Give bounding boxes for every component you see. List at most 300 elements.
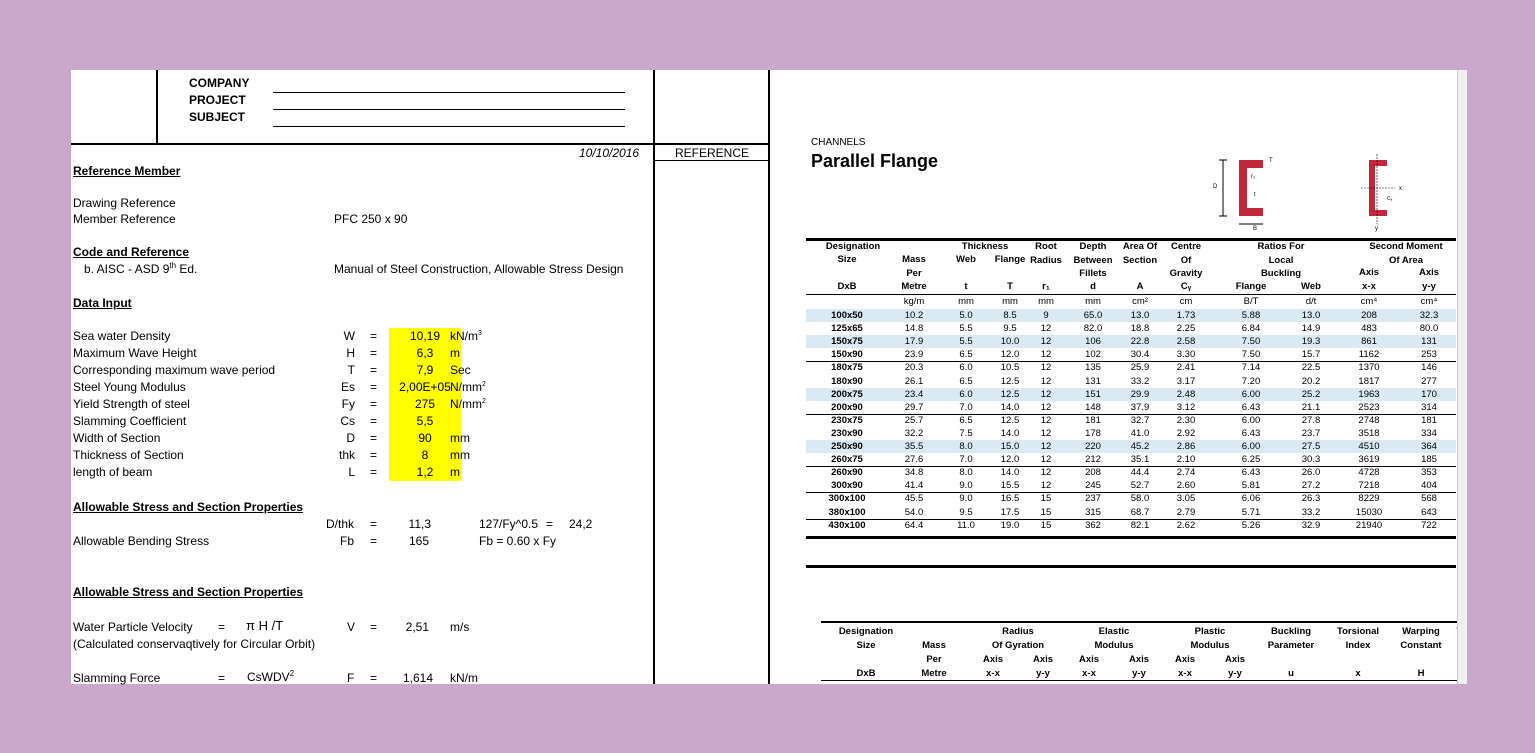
table2-header: Torsional <box>1336 626 1380 637</box>
table-cell: 230x90 <box>831 427 863 439</box>
company-label: COMPANY <box>189 76 250 90</box>
unit-label: mm <box>1085 296 1101 307</box>
table-cell: 300x100 <box>828 493 866 505</box>
subject-field[interactable] <box>273 126 625 127</box>
member-reference-value: PFC 250 x 90 <box>334 212 408 226</box>
project-label: PROJECT <box>189 93 246 107</box>
table-cell: 2748 <box>1358 414 1380 426</box>
calculation-sheet <box>71 70 1466 684</box>
column-header: Axis y-y <box>1418 267 1440 292</box>
table-cell: 2.25 <box>1176 323 1196 335</box>
table-cell: 8.5 <box>1003 310 1017 321</box>
table-cell: 102 <box>1085 349 1101 361</box>
table-cell: 3.05 <box>1176 493 1196 505</box>
input-label: Slamming Coefficient <box>73 414 187 428</box>
input-value[interactable]: 10,19 <box>409 329 441 343</box>
table-cell: 37.9 <box>1130 401 1150 413</box>
table-cell: 2.92 <box>1176 427 1196 439</box>
table-row <box>806 453 1456 466</box>
table-cell: 1.73 <box>1176 310 1196 321</box>
table-cell: 314 <box>1421 401 1437 413</box>
input-eq: = <box>370 363 378 377</box>
date: 10/10/2016 <box>579 146 640 160</box>
allowable-stress-title-2: Allowable Stress and Section Properties <box>73 585 304 599</box>
table2-header: Index <box>1345 640 1371 651</box>
column-header: T <box>1007 281 1013 292</box>
fb-formula: Fb = 0.60 x Fy <box>479 534 557 548</box>
column-header: Web <box>1301 281 1321 292</box>
unit-label: cm⁴ <box>1360 296 1378 307</box>
table-cell: 6.25 <box>1241 454 1261 466</box>
table2-header: Axis <box>1224 654 1246 665</box>
table-cell: 80.0 <box>1419 323 1439 335</box>
table-cell: 6.0 <box>959 388 973 400</box>
table-cell: 12 <box>1040 480 1052 492</box>
force-unit: kN/m <box>450 671 478 685</box>
table2-header: Axis <box>1078 654 1100 665</box>
header-divider <box>156 70 158 144</box>
dim-b-label: B <box>1253 226 1258 232</box>
table2-top-rule <box>821 621 1461 623</box>
input-value[interactable]: 7,9 <box>416 363 434 377</box>
axis-cy-label: Cᵧ <box>1387 196 1393 202</box>
dthk-value: 11,3 <box>408 517 431 531</box>
table-bottom-rule <box>806 536 1456 539</box>
table-cell: 35.5 <box>904 441 924 452</box>
reference-header-rule <box>653 160 769 161</box>
table-cell: 82.1 <box>1130 519 1150 531</box>
table-cell: 6.5 <box>959 349 973 361</box>
table-cell: 26.3 <box>1301 493 1321 505</box>
column-header: DxB <box>837 281 857 292</box>
input-eq: = <box>370 329 378 343</box>
table-cell: 150x75 <box>831 336 863 348</box>
input-label: Thickness of Section <box>73 448 184 462</box>
table2-header: Axis <box>982 654 1004 665</box>
table-cell: 27.8 <box>1301 414 1321 426</box>
column-header: Cᵧ <box>1180 281 1192 292</box>
table-cell: 181 <box>1085 414 1101 426</box>
table-cell: 5.26 <box>1241 519 1261 531</box>
table-cell: 12 <box>1040 375 1052 387</box>
table-cell: 380x100 <box>828 506 866 518</box>
velocity-eq1: = <box>218 620 226 634</box>
table-cell: 220 <box>1085 441 1101 452</box>
table-cell: 125x65 <box>831 323 863 335</box>
table-cell: 15 <box>1040 519 1052 531</box>
table-cell: 2.60 <box>1176 480 1196 492</box>
input-symbol: L <box>348 465 355 479</box>
subject-label: SUBJECT <box>189 110 246 124</box>
limit-expression: 127/Fy^0.5 <box>479 517 538 531</box>
table-cell: 32.2 <box>904 427 924 439</box>
reference-column-title: REFERENCE <box>674 146 749 160</box>
table-cell: 12.5 <box>1000 388 1020 400</box>
fb-eq: = <box>370 534 378 548</box>
table-cell: 3.17 <box>1176 375 1196 387</box>
column-header: Size <box>837 254 857 265</box>
table2-header: Size <box>856 640 876 651</box>
table-cell: 26.1 <box>904 375 924 387</box>
table-cell: 200x90 <box>831 401 863 413</box>
table2-header: Of Gyration <box>991 640 1045 651</box>
table-cell: 6.00 <box>1241 441 1261 452</box>
table-cell: 1817 <box>1358 375 1380 387</box>
table-cell: 19.0 <box>1000 519 1020 531</box>
force-symbol: F <box>347 671 355 685</box>
table2-header: x-x <box>1178 668 1192 679</box>
table-cell: 6.43 <box>1241 467 1261 479</box>
table-cell: 7.0 <box>959 401 973 413</box>
input-unit: mm <box>450 448 470 462</box>
drawing-reference-label: Drawing Reference <box>73 196 176 210</box>
table-cell: 9.5 <box>1003 323 1017 335</box>
table-cell: 237 <box>1085 493 1101 505</box>
table2-header: Axis <box>1174 654 1196 665</box>
table-cell: 722 <box>1421 519 1437 531</box>
input-eq: = <box>370 346 378 360</box>
table-cell: 27.2 <box>1301 480 1321 492</box>
channel-diagram-dims <box>1201 152 1281 232</box>
column-header: A <box>1136 281 1144 292</box>
table-cell: 148 <box>1085 401 1101 413</box>
vertical-scrollbar[interactable] <box>1457 70 1467 684</box>
table-row <box>806 466 1456 479</box>
table-cell: 208 <box>1361 310 1377 321</box>
table-cell: 106 <box>1085 336 1101 348</box>
velocity-note: (Calculated conservaqtively for Circular Orbit) <box>73 637 316 651</box>
input-value[interactable]: 8 <box>421 448 429 462</box>
unit-label: B/T <box>1243 296 1259 307</box>
table-cell: 8.0 <box>959 467 973 479</box>
table-cell: 260x75 <box>831 454 863 466</box>
input-value[interactable]: 275 <box>414 397 436 411</box>
table-cell: 7.14 <box>1241 362 1261 374</box>
table-cell: 2.58 <box>1176 336 1196 348</box>
table-cell: 260x90 <box>831 467 863 479</box>
unit-label: cm⁴ <box>1420 296 1438 307</box>
input-value[interactable]: 90 <box>418 431 432 445</box>
input-unit: m <box>450 465 460 479</box>
table-cell: 5.5 <box>959 323 973 335</box>
table-cell: 6.0 <box>959 362 973 374</box>
reference-column-divider-left <box>653 70 655 684</box>
table-row <box>806 375 1456 388</box>
table-cell: 18.8 <box>1130 323 1150 335</box>
input-unit: Sec <box>450 363 471 377</box>
table-cell: 150x90 <box>831 349 863 361</box>
fb-value: 165 <box>408 534 429 548</box>
table-cell: 45.2 <box>1130 441 1150 452</box>
column-header: Flange <box>994 254 1026 265</box>
table-cell: 68.7 <box>1130 506 1150 518</box>
table-cell: 15 <box>1040 506 1052 518</box>
input-eq: = <box>370 465 378 479</box>
limit-value: 24,2 <box>569 517 593 531</box>
table2-header: Modulus <box>1190 640 1230 651</box>
table-cell: 2.48 <box>1176 388 1196 400</box>
table-cell: 2.30 <box>1176 414 1196 426</box>
fb-symbol: Fb <box>340 534 355 548</box>
table-row <box>806 361 1456 374</box>
table-row <box>806 440 1456 453</box>
unit-label: mm <box>1038 296 1054 307</box>
input-value[interactable]: 1,2 <box>416 465 434 479</box>
table2-header: Elastic <box>1098 626 1130 637</box>
table-cell: 30.3 <box>1301 454 1321 466</box>
table-cell: 2.41 <box>1176 362 1196 374</box>
input-symbol: D <box>346 431 355 445</box>
table-cell: 7.0 <box>959 454 973 466</box>
table-cell: 33.2 <box>1130 375 1150 387</box>
table-cell: 14.0 <box>1000 467 1020 479</box>
table-cell: 22.8 <box>1130 336 1150 348</box>
table-cell: 7.20 <box>1241 375 1261 387</box>
project-field[interactable] <box>273 109 625 110</box>
table-cell: 12 <box>1040 454 1052 466</box>
table-cell: 131 <box>1085 375 1101 387</box>
table-cell: 12.0 <box>1000 454 1020 466</box>
table-cell: 15.5 <box>1000 480 1020 492</box>
table-cell: 58.0 <box>1130 493 1150 505</box>
input-label: Steel Young Modulus <box>73 380 186 394</box>
table-cell: 12 <box>1040 401 1052 413</box>
table-cell: 1162 <box>1358 349 1380 361</box>
table-cell: 30.4 <box>1130 349 1150 361</box>
unit-label: cm² <box>1132 296 1148 307</box>
table2-header: y-y <box>1228 668 1242 679</box>
table2-header: Warping <box>1402 626 1440 637</box>
table-cell: 29.7 <box>904 401 924 413</box>
table-cell: 21940 <box>1355 519 1383 531</box>
table-cell: 32.7 <box>1130 414 1150 426</box>
column-header: Axis x-x <box>1358 267 1380 292</box>
axis-y-label: y <box>1375 226 1378 232</box>
limit-eq: = <box>546 517 554 531</box>
table-cell: 41.0 <box>1130 427 1150 439</box>
allowable-stress-title: Allowable Stress and Section Properties <box>73 500 304 514</box>
table-cell: 430x100 <box>828 519 866 531</box>
table-cell: 22.5 <box>1301 362 1321 374</box>
reference-member-title: Reference Member <box>73 164 181 178</box>
input-unit: mm <box>450 431 470 445</box>
table-cell: 5.0 <box>959 310 973 321</box>
table2-header: Per <box>926 654 942 665</box>
table-cell: 12 <box>1040 349 1052 361</box>
velocity-label: Water Particle Velocity <box>73 620 193 634</box>
unit-label: d/t <box>1305 296 1317 307</box>
column-header: Web <box>956 254 976 265</box>
table-cell: 6.5 <box>959 375 973 387</box>
section-category: CHANNELS <box>811 137 866 148</box>
table-row <box>806 322 1456 335</box>
table-cell: 212 <box>1085 454 1101 466</box>
input-label: Corresponding maximum wave period <box>73 363 276 377</box>
table-cell: 17.9 <box>904 336 924 348</box>
table-cell: 27.5 <box>1301 441 1321 452</box>
table-cell: 20.2 <box>1301 375 1321 387</box>
force-formula: CsWDV$^2$ <box>247 669 295 684</box>
column-header: t <box>964 281 968 292</box>
table-cell: 12 <box>1040 362 1052 374</box>
unit-label: mm <box>1002 296 1018 307</box>
table-cell: 64.4 <box>904 519 924 531</box>
table2-header: Metre <box>921 668 947 679</box>
input-eq: = <box>370 414 378 428</box>
table-cell: 25.2 <box>1301 388 1321 400</box>
table-cell: 6.84 <box>1241 323 1261 335</box>
table2-header: Parameter <box>1267 640 1315 651</box>
table-row <box>806 506 1456 519</box>
company-field[interactable] <box>273 92 625 93</box>
table-cell: 10.5 <box>1000 362 1020 374</box>
table-row <box>806 479 1456 492</box>
table-cell: 44.4 <box>1130 467 1150 479</box>
table-cell: 35.1 <box>1130 454 1150 466</box>
table-cell: 2.79 <box>1176 506 1196 518</box>
table-cell: 861 <box>1361 336 1377 348</box>
table-cell: 14.8 <box>904 323 924 335</box>
axis-x-label: x <box>1399 186 1402 192</box>
table-row <box>806 401 1456 414</box>
table2-header: DxB <box>856 668 876 679</box>
input-symbol: H <box>346 346 355 360</box>
table-end-rule <box>806 565 1456 568</box>
table-cell: 10.2 <box>904 310 924 321</box>
table-cell: 6.5 <box>959 414 973 426</box>
table-cell: 15030 <box>1355 506 1383 518</box>
header-bottom-rule <box>71 143 770 145</box>
column-header: Thickness <box>961 241 1009 252</box>
table-cell: 4510 <box>1358 441 1380 452</box>
table-cell: 300x90 <box>831 480 863 492</box>
code-reference-item: b. AISC - ASD 9th Ed. <box>84 261 198 276</box>
input-eq: = <box>370 380 378 394</box>
input-value[interactable]: 5,5 <box>416 414 434 428</box>
table-cell: 9.5 <box>959 506 973 518</box>
input-unit: $kN/m^3$ <box>450 329 482 343</box>
table-cell: 2.10 <box>1176 454 1196 466</box>
table-cell: 9 <box>1043 310 1049 321</box>
table-cell: 362 <box>1085 519 1101 531</box>
table-cell: 23.9 <box>904 349 924 361</box>
header-rule <box>806 294 1456 295</box>
table-cell: 5.5 <box>959 336 973 348</box>
table2-header: Modulus <box>1094 640 1134 651</box>
table-cell: 32.3 <box>1419 310 1439 321</box>
table-cell: 568 <box>1421 493 1437 505</box>
table-cell: 14.0 <box>1000 427 1020 439</box>
table-cell: 3619 <box>1358 454 1380 466</box>
table-cell: 11.0 <box>957 519 975 531</box>
velocity-formula: π H /T <box>246 618 284 633</box>
table-cell: 180x90 <box>831 375 863 387</box>
table2-header: Constant <box>1400 640 1442 651</box>
input-label: Sea water Density <box>73 329 171 343</box>
table-cell: 2.74 <box>1176 467 1196 479</box>
slamming-force-label: Slamming Force <box>73 671 161 685</box>
table-cell: 19.3 <box>1301 336 1321 348</box>
table-cell: 25.7 <box>904 414 924 426</box>
table-cell: 12 <box>1040 414 1052 426</box>
column-header: Flange <box>1235 281 1267 292</box>
table-cell: 180x75 <box>831 362 863 374</box>
table-cell: 181 <box>1421 414 1437 426</box>
table-cell: 1963 <box>1358 388 1380 400</box>
dim-t-label: T <box>1269 158 1273 164</box>
velocity-symbol: V <box>347 620 356 634</box>
code-reference-title: Code and Reference <box>73 245 190 259</box>
table-cell: 8229 <box>1358 493 1380 505</box>
table-cell: 23.4 <box>904 388 924 400</box>
table-cell: 12 <box>1040 441 1052 452</box>
table-cell: 45.5 <box>904 493 924 505</box>
table-cell: 26.0 <box>1301 467 1321 479</box>
column-header: r₁ <box>1042 281 1050 292</box>
reference-column-divider-right <box>768 70 770 684</box>
channel-section-shape <box>1239 160 1263 216</box>
table-cell: 6.43 <box>1241 427 1261 439</box>
data-input-title: Data Input <box>73 296 132 310</box>
table-cell: 14.0 <box>1000 401 1020 413</box>
table-cell: 185 <box>1421 454 1437 466</box>
table2-header: y-y <box>1132 668 1146 679</box>
table-cell: 12.0 <box>1000 349 1020 361</box>
table-cell: 20.3 <box>904 362 924 374</box>
bending-stress-label: Allowable Bending Stress <box>73 534 210 548</box>
table-row <box>806 335 1456 348</box>
column-header: Designation <box>825 241 881 252</box>
table-cell: 3.30 <box>1176 349 1196 361</box>
input-label: length of beam <box>73 465 153 479</box>
table-cell: 135 <box>1085 362 1101 374</box>
table2-header: Axis <box>1032 654 1054 665</box>
table-cell: 200x75 <box>831 388 863 400</box>
table-cell: 277 <box>1421 375 1437 387</box>
table-cell: 334 <box>1421 427 1437 439</box>
input-value[interactable]: 6,3 <box>416 346 434 360</box>
table-cell: 13.0 <box>1130 310 1150 321</box>
table-cell: 27.6 <box>904 454 924 466</box>
channel-diagram-axes <box>1351 152 1411 232</box>
input-symbol: Cs <box>340 414 355 428</box>
velocity-eq: = <box>370 620 378 634</box>
table-cell: 12 <box>1040 467 1052 479</box>
table-cell: 12.5 <box>1000 375 1020 387</box>
table-cell: 6.00 <box>1241 414 1261 426</box>
velocity-unit: m/s <box>450 620 470 634</box>
table2-header: Plastic <box>1194 626 1226 637</box>
table-cell: 353 <box>1421 467 1437 479</box>
table-row <box>806 388 1456 401</box>
table-cell: 315 <box>1085 506 1101 518</box>
input-symbol: Fy <box>341 397 355 411</box>
table2-header: x-x <box>986 668 1000 679</box>
table-cell: 1370 <box>1358 362 1380 374</box>
table2-header: Mass <box>922 640 946 651</box>
table-row <box>806 492 1456 505</box>
section-title: Parallel Flange <box>811 151 939 171</box>
input-value[interactable]: 2,00E+05 <box>399 380 451 394</box>
force-value: 1,614 <box>402 671 433 685</box>
table-cell: 3.12 <box>1176 401 1196 413</box>
dim-r1-label: r₁ <box>1251 174 1256 180</box>
table-cell: 15.0 <box>1000 441 1020 452</box>
table-row <box>806 348 1456 361</box>
table-cell: 245 <box>1085 480 1101 492</box>
table2-header: Buckling <box>1270 626 1312 637</box>
table-cell: 404 <box>1421 480 1437 492</box>
